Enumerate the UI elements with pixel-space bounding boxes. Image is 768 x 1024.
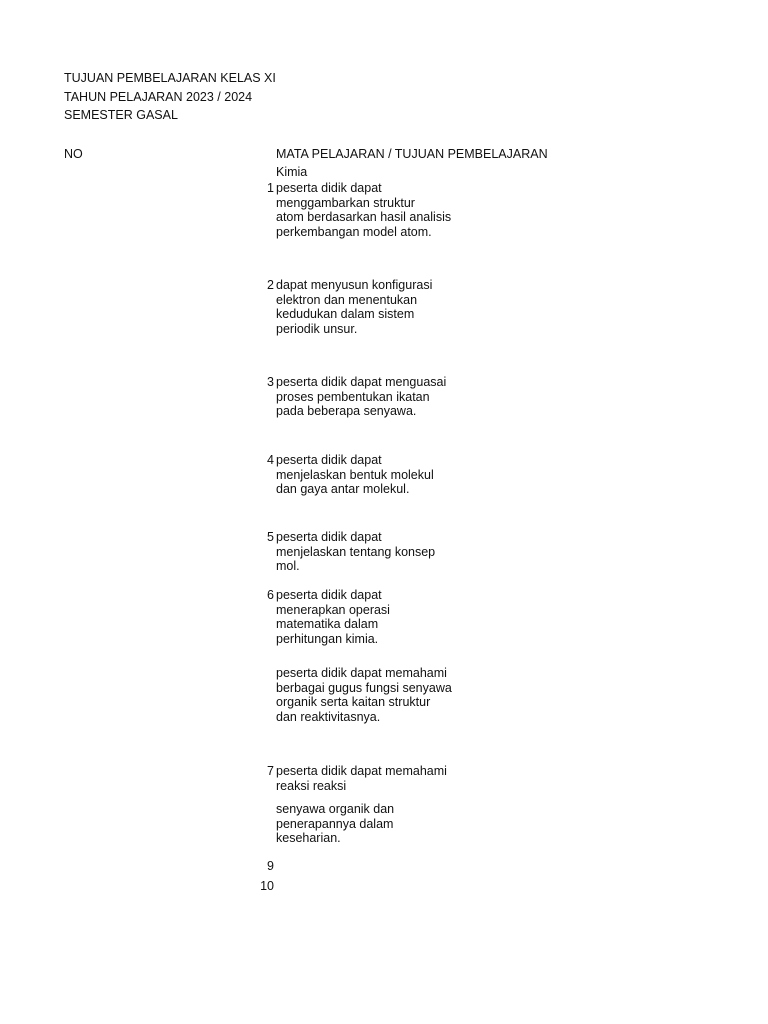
objective-text (276, 278, 432, 336)
objective-text-line: peserta didik dapat memahami (276, 666, 447, 680)
objective-text-line: penerapannya dalam (276, 816, 394, 831)
objective-text-line: peserta didik dapat (276, 181, 382, 195)
objective-text-line: dan reaktivitasnya. (276, 709, 381, 724)
objective-text-line: dan gaya antar molekul. (276, 482, 410, 497)
objective-text (276, 453, 434, 497)
objective-text (276, 375, 446, 419)
objective-text-line: menjelaskan tentang konsep (276, 544, 436, 559)
column-header-no: NO (64, 147, 83, 161)
objective-number: 5 (267, 530, 274, 544)
subject-name: Kimia (276, 165, 308, 179)
objective-text-line: keseharian. (276, 831, 341, 846)
column-header-subject: MATA PELAJARAN / TUJUAN PEMBELAJARAN (276, 147, 548, 161)
row-number: 10 (260, 879, 274, 893)
objective-text (276, 666, 452, 724)
objective-number: 1 (267, 181, 274, 195)
objective-text-line: berbagai gugus fungsi senyawa (276, 680, 452, 695)
objective-text-line: peserta didik dapat (276, 588, 382, 602)
document-title: TUJUAN PEMBELAJARAN KELAS XI (64, 71, 276, 85)
objective-text-line: atom berdasarkan hasil analisis (276, 210, 452, 225)
objective-text (276, 530, 435, 574)
objective-text-line: periodik unsur. (276, 321, 358, 336)
row-number: 9 (267, 859, 274, 873)
objective-text-line: menerapkan operasi (276, 602, 390, 617)
objective-number: 6 (267, 588, 274, 602)
objective-text (276, 764, 447, 793)
objective-text (276, 588, 390, 646)
objective-text-line: reaksi reaksi (276, 778, 347, 793)
objective-text-line: organik serta kaitan struktur (276, 695, 431, 710)
objective-text-line: perhitungan kimia. (276, 631, 379, 646)
objective-text-line: proses pembentukan ikatan (276, 389, 430, 404)
objective-text (276, 181, 451, 239)
objective-text-line: elektron dan menentukan (276, 292, 418, 307)
objective-text-line: matematika dalam (276, 617, 379, 632)
objective-text-line: peserta didik dapat (276, 530, 382, 544)
objective-text-line: peserta didik dapat (276, 453, 382, 467)
objective-number: 4 (267, 453, 274, 467)
objective-text-line: peserta didik dapat memahami (276, 764, 447, 778)
objective-text-line: mol. (276, 559, 300, 574)
objective-text-line: dapat menyusun konfigurasi (276, 278, 433, 292)
semester: SEMESTER GASAL (64, 108, 178, 122)
objective-text-line: perkembangan model atom. (276, 224, 432, 239)
objective-text-line: menggambarkan struktur (276, 195, 415, 210)
objective-number: 7 (267, 764, 274, 778)
academic-year: TAHUN PELAJARAN 2023 / 2024 (64, 90, 253, 104)
objective-text-line: kedudukan dalam sistem (276, 307, 415, 322)
objective-text-line: senyawa organik dan (276, 802, 395, 816)
objective-text-line: menjelaskan bentuk molekul (276, 467, 434, 482)
objective-number: 2 (267, 278, 274, 292)
objective-text (276, 802, 394, 846)
objective-text-line: pada beberapa senyawa. (276, 404, 417, 419)
objective-text-line: peserta didik dapat menguasai (276, 375, 447, 389)
objective-number: 3 (267, 375, 274, 389)
